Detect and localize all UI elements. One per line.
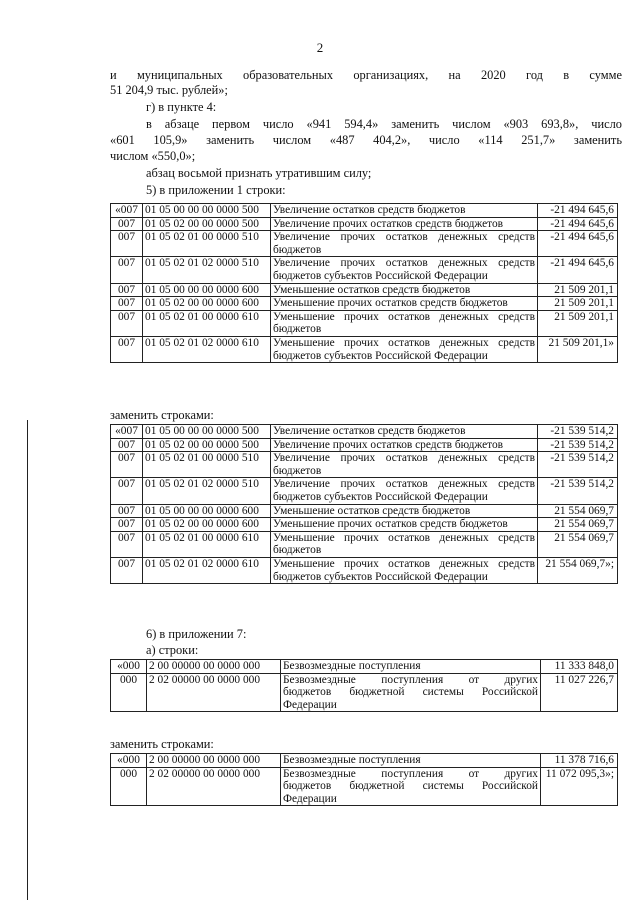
description-line: бюджетов <box>273 464 322 477</box>
description-line: бюджетов бюджетной системы Российской <box>283 686 538 699</box>
cell-classification-code: 01 05 02 01 02 0000 610 <box>143 336 271 362</box>
cell-admin-code: 007 <box>111 297 143 311</box>
cell-amount: 21 509 201,1 <box>538 283 618 297</box>
cell-description <box>281 673 541 712</box>
cell-admin-code: «007 <box>111 204 143 218</box>
cell-classification-code: 01 05 00 00 00 0000 600 <box>143 504 271 518</box>
table-row <box>111 217 618 231</box>
description-line: Безвозмездные поступления <box>283 754 421 766</box>
table-row <box>111 283 618 297</box>
description-line: Уменьшение прочих остатков денежных средств <box>273 336 535 349</box>
page-number: 2 <box>316 40 324 55</box>
cell-classification-code: 2 00 00000 00 0000 000 <box>147 660 281 674</box>
table-row <box>111 310 618 336</box>
cell-classification-code: 01 05 00 00 00 0000 500 <box>143 425 271 439</box>
section6-title: 6) в приложении 7: <box>146 627 247 641</box>
intro-line-4: в абзаце первом число «941 594,4» заменить числом «903 693,8», число <box>146 117 622 131</box>
table-row <box>111 425 618 439</box>
cell-amount: 21 509 201,1 <box>538 310 618 336</box>
description-line: Уменьшение остатков средств бюджетов <box>273 504 471 517</box>
description-line: Увеличение прочих остатков средств бюджетов <box>273 217 504 230</box>
cell-admin-code: 000 <box>111 673 147 712</box>
cell-description <box>271 231 538 257</box>
cell-classification-code: 01 05 02 01 02 0000 510 <box>143 478 271 504</box>
table-appendix1-old <box>110 203 618 363</box>
table-row <box>111 767 618 806</box>
cell-description <box>271 217 538 231</box>
cell-amount: 21 554 069,7 <box>538 504 618 518</box>
cell-admin-code: «000 <box>111 660 147 674</box>
intro-line-7: абзац восьмой признать утратившим силу; <box>146 166 372 180</box>
cell-admin-code: 007 <box>111 504 143 518</box>
cell-description <box>271 336 538 362</box>
table-row <box>111 478 618 504</box>
cell-classification-code: 01 05 02 01 02 0000 610 <box>143 557 271 583</box>
cell-description <box>271 310 538 336</box>
cell-amount: -21 539 514,2 <box>538 425 618 439</box>
intro-line-5: «601 105,9» заменить числом «487 404,2», число «114 251,7» заменить <box>110 133 622 147</box>
cell-admin-code: 007 <box>111 217 143 231</box>
description-line: Уменьшение прочих остатков денежных средств <box>273 531 535 544</box>
description-line: Безвозмездные поступления <box>283 660 421 672</box>
cell-amount: 21 509 201,1» <box>538 336 618 362</box>
description-line: Безвозмездные поступления от других <box>283 673 538 686</box>
cell-description <box>281 767 541 806</box>
margin-line <box>27 420 28 900</box>
cell-amount: 11 027 226,7 <box>541 673 618 712</box>
cell-amount: -21 494 645,6 <box>538 257 618 283</box>
cell-description <box>271 257 538 283</box>
cell-admin-code: «007 <box>111 425 143 439</box>
cell-description <box>271 425 538 439</box>
table-row <box>111 557 618 583</box>
cell-admin-code: «000 <box>111 754 147 768</box>
table-row <box>111 754 618 768</box>
cell-amount: -21 494 645,6 <box>538 231 618 257</box>
description-line: бюджетов субъектов Российской Федерации <box>273 570 488 583</box>
cell-amount: -21 494 645,6 <box>538 204 618 218</box>
intro-line-8: 5) в приложении 1 строки: <box>146 183 286 197</box>
table-row <box>111 504 618 518</box>
cell-admin-code: 007 <box>111 257 143 283</box>
cell-admin-code: 007 <box>111 336 143 362</box>
cell-description <box>271 478 538 504</box>
cell-description <box>271 452 538 478</box>
section6-sub-a: а) строки: <box>146 643 199 657</box>
cell-amount: 11 378 716,6 <box>541 754 618 768</box>
cell-description <box>271 557 538 583</box>
cell-amount: -21 539 514,2 <box>538 438 618 452</box>
description-line: Увеличение прочих остатков денежных средств <box>273 231 535 244</box>
cell-classification-code: 2 00 00000 00 0000 000 <box>147 754 281 768</box>
cell-amount: -21 494 645,6 <box>538 217 618 231</box>
description-line: Увеличение прочих остатков денежных средств <box>273 257 535 270</box>
description-line: бюджетов субъектов Российской Федерации <box>273 349 488 362</box>
cell-admin-code: 007 <box>111 531 143 557</box>
description-line: бюджетов субъектов Российской Федерации <box>273 490 488 503</box>
cell-admin-code: 007 <box>111 557 143 583</box>
cell-description <box>271 504 538 518</box>
description-line: Увеличение прочих остатков денежных средств <box>273 478 535 491</box>
description-line: Увеличение остатков средств бюджетов <box>273 204 466 216</box>
cell-description <box>271 531 538 557</box>
description-line: Федерации <box>283 792 337 805</box>
cell-amount: 11 333 848,0 <box>541 660 618 674</box>
description-line: Федерации <box>283 698 337 711</box>
description-line: Увеличение прочих остатков средств бюджетов <box>273 438 504 451</box>
intro-line-1: и муниципальных образовательных организациях, на 2020 год в сумме <box>110 68 622 82</box>
description-line: бюджетов <box>273 323 322 336</box>
table-appendix7-old <box>110 659 618 712</box>
intro-line-6: числом «550,0»; <box>110 149 196 163</box>
description-line: бюджетов бюджетной системы Российской <box>283 780 538 793</box>
cell-amount: -21 539 514,2 <box>538 478 618 504</box>
cell-admin-code: 007 <box>111 478 143 504</box>
description-line: Уменьшение прочих остатков денежных средств <box>273 557 535 570</box>
cell-amount: 11 072 095,3»; <box>541 767 618 806</box>
cell-admin-code: 000 <box>111 767 147 806</box>
table-row <box>111 452 618 478</box>
table-row <box>111 531 618 557</box>
cell-classification-code: 01 05 02 00 00 0000 600 <box>143 518 271 532</box>
cell-classification-code: 01 05 02 01 02 0000 510 <box>143 257 271 283</box>
table-appendix7-new <box>110 753 618 806</box>
cell-description <box>271 438 538 452</box>
cell-classification-code: 2 02 00000 00 0000 000 <box>147 673 281 712</box>
table-row <box>111 297 618 311</box>
table-row <box>111 660 618 674</box>
cell-admin-code: 007 <box>111 518 143 532</box>
cell-description <box>271 518 538 532</box>
description-line: Увеличение остатков средств бюджетов <box>273 425 466 437</box>
replace-label-1: заменить строками: <box>110 408 214 422</box>
cell-amount: 21 554 069,7»; <box>538 557 618 583</box>
description-line: Безвозмездные поступления от других <box>283 767 538 780</box>
description-line: Уменьшение остатков средств бюджетов <box>273 283 471 296</box>
cell-classification-code: 01 05 02 01 00 0000 510 <box>143 452 271 478</box>
cell-description <box>271 204 538 218</box>
cell-classification-code: 01 05 02 01 00 0000 610 <box>143 531 271 557</box>
description-line: бюджетов субъектов Российской Федерации <box>273 269 488 282</box>
table-row <box>111 204 618 218</box>
cell-description <box>271 283 538 297</box>
cell-amount: 21 554 069,7 <box>538 518 618 532</box>
table-row <box>111 231 618 257</box>
cell-admin-code: 007 <box>111 438 143 452</box>
table-row <box>111 336 618 362</box>
table-row <box>111 673 618 712</box>
intro-line-3: г) в пункте 4: <box>146 100 217 114</box>
table-row <box>111 438 618 452</box>
cell-classification-code: 01 05 02 01 00 0000 510 <box>143 231 271 257</box>
cell-amount: 21 554 069,7 <box>538 531 618 557</box>
cell-amount: 21 509 201,1 <box>538 297 618 311</box>
cell-admin-code: 007 <box>111 231 143 257</box>
cell-amount: -21 539 514,2 <box>538 452 618 478</box>
cell-admin-code: 007 <box>111 452 143 478</box>
cell-classification-code: 2 02 00000 00 0000 000 <box>147 767 281 806</box>
cell-admin-code: 007 <box>111 283 143 297</box>
cell-classification-code: 01 05 02 00 00 0000 500 <box>143 438 271 452</box>
cell-classification-code: 01 05 02 01 00 0000 610 <box>143 310 271 336</box>
table-appendix1-new <box>110 424 618 584</box>
table-row <box>111 518 618 532</box>
cell-admin-code: 007 <box>111 310 143 336</box>
description-line: Уменьшение прочих остатков средств бюджетов <box>273 518 508 531</box>
cell-classification-code: 01 05 00 00 00 0000 500 <box>143 204 271 218</box>
table-row <box>111 257 618 283</box>
cell-description <box>271 297 538 311</box>
intro-line-2: 51 204,9 тыс. рублей»; <box>110 83 228 97</box>
cell-classification-code: 01 05 00 00 00 0000 600 <box>143 283 271 297</box>
cell-description <box>281 660 541 674</box>
cell-classification-code: 01 05 02 00 00 0000 500 <box>143 217 271 231</box>
description-line: Уменьшение прочих остатков денежных средств <box>273 310 535 323</box>
description-line: бюджетов <box>273 544 322 557</box>
replace-label-2: заменить строками: <box>110 737 214 751</box>
cell-classification-code: 01 05 02 00 00 0000 600 <box>143 297 271 311</box>
description-line: бюджетов <box>273 243 322 256</box>
description-line: Увеличение прочих остатков денежных средств <box>273 452 535 465</box>
description-line: Уменьшение прочих остатков средств бюджетов <box>273 297 508 310</box>
cell-description <box>281 754 541 768</box>
